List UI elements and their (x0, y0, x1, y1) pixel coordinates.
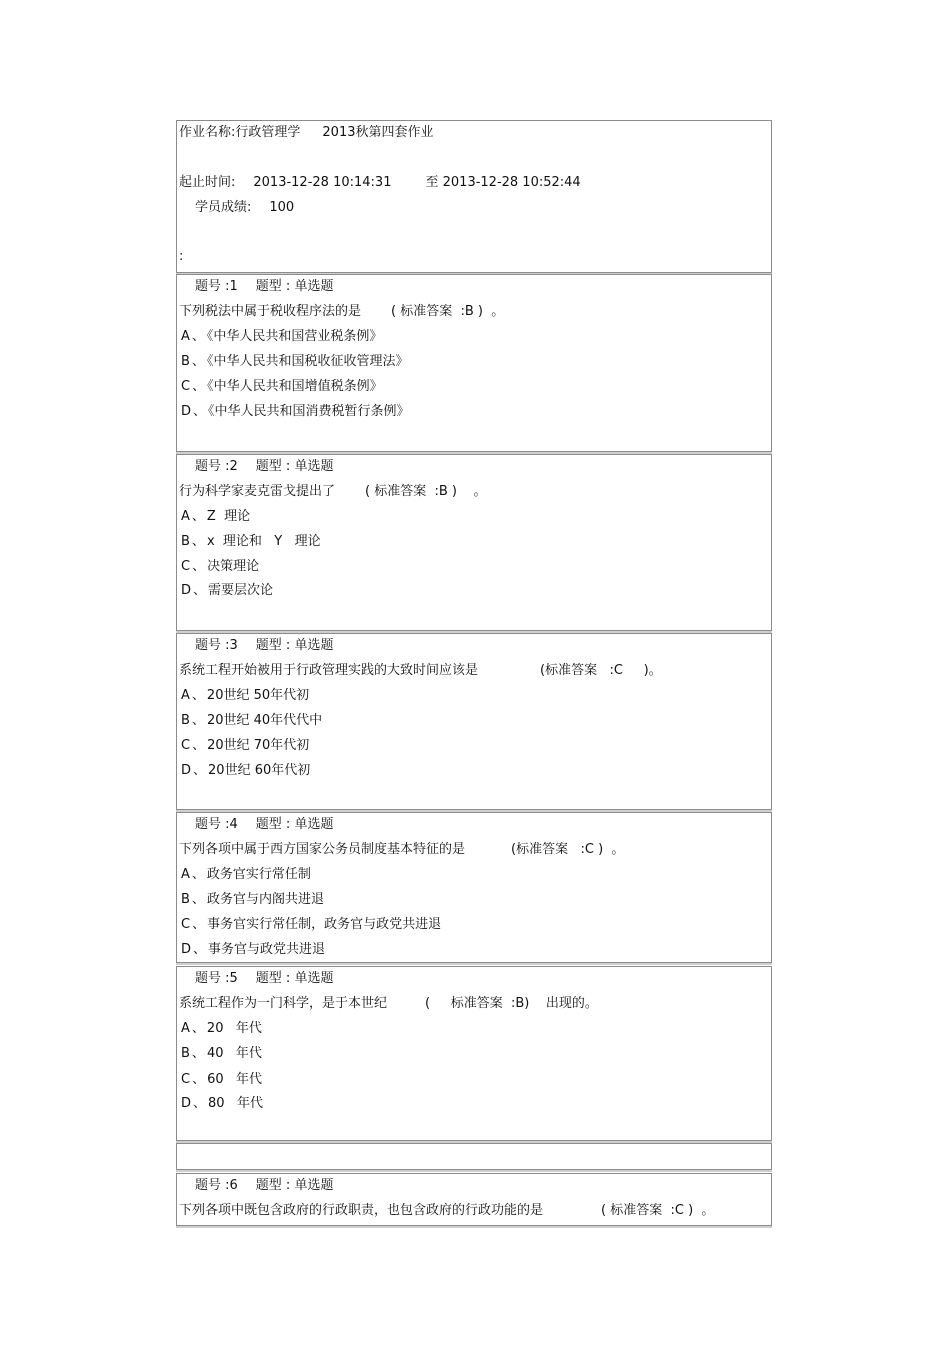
option-letter: D (181, 583, 192, 598)
question-type: 题型 : 单选题 (255, 279, 334, 294)
question-type: 题型 : 单选题 (255, 1178, 334, 1193)
option-letter: B (181, 713, 190, 728)
question-card (176, 633, 772, 810)
question-text (179, 484, 487, 500)
option-letter: C (181, 738, 191, 753)
question-meta (195, 971, 333, 987)
option-letter: B (181, 534, 190, 549)
question-meta (195, 817, 333, 833)
standard-answer: ( 标准答案 :B ) 。 (365, 484, 487, 499)
question-number: 题号 :5 (195, 971, 238, 986)
option-a: A 、 20 年代 (181, 1021, 262, 1036)
option-a: A 、 20世纪 50年代初 (181, 688, 310, 703)
question-card (176, 274, 772, 452)
option-d: D 、 80 年代 (181, 1096, 263, 1111)
standard-answer: (标准答案 :C ) 。 (511, 842, 625, 857)
name-label: 作业名称: (179, 125, 236, 140)
option-a: A 、 Z 理论 (181, 509, 251, 524)
assignment-title (179, 125, 434, 141)
question-stem: 下列税法中属于税收程序法的是 (179, 304, 362, 319)
option-letter: D (181, 763, 192, 778)
option-letter: D (181, 404, 192, 419)
question-stem: 下列各项中属于西方国家公务员制度基本特征的是 (179, 842, 466, 857)
question-card (176, 812, 772, 963)
question-meta (195, 638, 333, 654)
standard-answer: ( 标准答案 :B) 出现的。 (425, 996, 598, 1011)
option-text: x 理论和 Y 理论 (206, 534, 321, 549)
option-letter: A (181, 867, 190, 882)
standard-answer: (标准答案 :C )。 (540, 663, 662, 678)
option-text: 《中华人民共和国营业税条例》 (206, 329, 383, 344)
option-letter: A (181, 688, 190, 703)
question-number: 题号 :2 (195, 459, 238, 474)
option-letter: D (181, 942, 192, 957)
option-c: C 、 事务官实行常任制，政务官与政党共进退 (181, 917, 442, 932)
option-letter: A (181, 509, 190, 524)
option-text: 《中华人民共和国消费税暂行条例》 (208, 404, 410, 419)
time-range (179, 175, 581, 191)
question-number: 题号 :1 (195, 279, 238, 294)
option-c: C 、 《中华人民共和国增值税条例》 (181, 379, 383, 394)
stray-colon: : (179, 249, 184, 264)
option-b: B 、 x 理论和 Y 理论 (181, 534, 321, 549)
option-text: 事务官实行常任制，政务官与政党共进退 (207, 917, 442, 932)
option-text: 决策理论 (207, 559, 260, 574)
score-row (195, 200, 294, 216)
option-text: 政务官与内阁共进退 (206, 892, 324, 907)
option-text: 40 年代 (206, 1046, 262, 1061)
question-card (176, 966, 772, 1141)
option-letter: D (181, 1096, 192, 1111)
option-letter: B (181, 892, 190, 907)
question-stem: 系统工程作为一门科学，是于本世纪 (179, 996, 388, 1011)
option-d: D 、 需要层次论 (181, 583, 274, 598)
option-text: 20世纪 50年代初 (206, 688, 310, 703)
assignment-name: 2013秋第四套作业 (322, 125, 434, 140)
question-type: 题型 : 单选题 (255, 817, 334, 832)
question-stem: 行为科学家麦克雷戈提出了 (179, 484, 336, 499)
question-text (179, 1203, 714, 1219)
question-type: 题型 : 单选题 (255, 638, 334, 653)
option-d: D 、 20世纪 60年代初 (181, 763, 311, 778)
question-stem: 系统工程开始被用于行政管理实践的大致时间应该是 (179, 663, 479, 678)
question-stem: 下列各项中既包含政府的行政职责，也包含政府的行政功能的是 (179, 1203, 544, 1218)
option-text: 政务官实行常任制 (206, 867, 311, 882)
option-text: 20世纪 70年代初 (207, 738, 310, 753)
option-letter: B (181, 1046, 190, 1061)
option-letter: B (181, 354, 190, 369)
option-text: 《中华人民共和国增值税条例》 (207, 379, 383, 394)
option-c: C 、 60 年代 (181, 1072, 263, 1087)
header-panel (176, 120, 772, 273)
course-name: 行政管理学 (235, 125, 301, 140)
option-text: 20世纪 60年代初 (208, 763, 311, 778)
option-text: Z 理论 (206, 509, 251, 524)
question-type: 题型 : 单选题 (255, 459, 334, 474)
option-b: B 、 《中华人民共和国税收征收管理法》 (181, 354, 409, 369)
score-label: 学员成绩: (195, 200, 252, 215)
option-d: D 、 事务官与政党共进退 (181, 942, 326, 957)
time-label: 起止时间: (179, 175, 236, 190)
start-time: 2013-12-28 10:14:31 (253, 175, 392, 190)
option-text: 20 年代 (206, 1021, 262, 1036)
question-meta (195, 1178, 333, 1194)
option-letter: A (181, 1021, 190, 1036)
option-letter: C (181, 917, 191, 932)
question-text (179, 842, 624, 858)
question-text (179, 304, 504, 320)
standard-answer: ( 标准答案 :C ) 。 (601, 1203, 715, 1218)
option-b: B 、 政务官与内阁共进退 (181, 892, 324, 907)
option-text: 《中华人民共和国税收征收管理法》 (206, 354, 409, 369)
question-text (179, 996, 598, 1012)
question-card (176, 1173, 772, 1226)
option-c: C 、 20世纪 70年代初 (181, 738, 310, 753)
option-letter: C (181, 379, 191, 394)
question-number: 题号 :4 (195, 817, 238, 832)
option-letter: C (181, 1072, 191, 1087)
option-text: 需要层次论 (208, 583, 274, 598)
option-a: A 、 《中华人民共和国营业税条例》 (181, 329, 383, 344)
option-letter: A (181, 329, 190, 344)
option-b: B 、 40 年代 (181, 1046, 262, 1061)
to-label: 至 (425, 175, 439, 190)
question-number: 题号 :6 (195, 1178, 238, 1193)
question-meta (195, 459, 333, 475)
score-value: 100 (269, 200, 295, 215)
option-text: 事务官与政党共进退 (208, 942, 326, 957)
question-number: 题号 :3 (195, 638, 238, 653)
question-text (179, 663, 662, 679)
option-text: 60 年代 (207, 1072, 263, 1087)
option-letter: C (181, 559, 191, 574)
question-card (176, 454, 772, 631)
option-a: A 、 政务官实行常任制 (181, 867, 311, 882)
end-time: 2013-12-28 10:52:44 (442, 175, 581, 190)
option-c: C 、 决策理论 (181, 559, 260, 574)
empty-row (176, 1143, 772, 1170)
option-b: B 、 20世纪 40年代代中 (181, 713, 323, 728)
question-meta (195, 279, 333, 295)
option-text: 20世纪 40年代代中 (206, 713, 323, 728)
standard-answer: ( 标准答案 :B ) 。 (391, 304, 505, 319)
option-text: 80 年代 (208, 1096, 263, 1111)
option-d: D 、 《中华人民共和国消费税暂行条例》 (181, 404, 410, 419)
question-type: 题型 : 单选题 (255, 971, 334, 986)
